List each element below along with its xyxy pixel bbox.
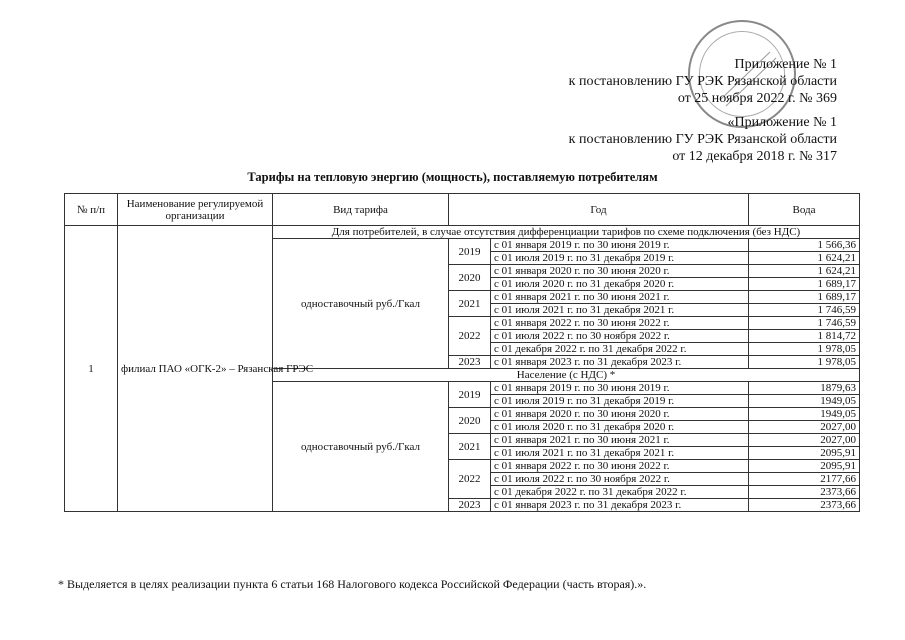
table-header-row bbox=[65, 194, 860, 226]
water-value: 1 689,17 bbox=[749, 291, 860, 304]
year-cell: 2022 bbox=[449, 460, 491, 499]
year-cell: 2021 bbox=[449, 291, 491, 317]
period-cell: с 01 января 2023 г. по 31 декабря 2023 г. bbox=[491, 356, 749, 369]
water-value: 1 746,59 bbox=[749, 304, 860, 317]
original-resolution-label: к постановлению ГУ РЭК Рязанской области bbox=[568, 132, 837, 147]
period-cell: с 01 января 2020 г. по 30 июня 2020 г. bbox=[491, 408, 749, 421]
section-title: Для потребителей, в случае отсутствия дифференциации тарифов по схеме подключения (без НДС) bbox=[273, 226, 860, 239]
period-cell: с 01 июля 2019 г. по 31 декабря 2019 г. bbox=[491, 252, 749, 265]
water-value: 2095,91 bbox=[749, 447, 860, 460]
row-number: 1 bbox=[65, 226, 118, 512]
water-value: 1 624,21 bbox=[749, 265, 860, 278]
period-cell: с 01 декабря 2022 г. по 31 декабря 2022 г. bbox=[491, 343, 749, 356]
period-cell: с 01 июля 2022 г. по 30 ноября 2022 г. bbox=[491, 330, 749, 343]
year-cell: 2019 bbox=[449, 382, 491, 408]
period-cell: с 01 января 2021 г. по 30 июня 2021 г. bbox=[491, 434, 749, 447]
column-header-water: Вода bbox=[749, 194, 860, 226]
year-cell: 2020 bbox=[449, 265, 491, 291]
column-header-tariff-type: Вид тарифа bbox=[273, 194, 449, 226]
water-value: 2095,91 bbox=[749, 460, 860, 473]
tariff-type: одноставочный руб./Гкал bbox=[273, 382, 449, 512]
water-value: 1 566,36 bbox=[749, 239, 860, 252]
water-value: 2373,66 bbox=[749, 486, 860, 499]
water-value: 1 689,17 bbox=[749, 278, 860, 291]
period-cell: с 01 июля 2020 г. по 31 декабря 2020 г. bbox=[491, 421, 749, 434]
period-cell: с 01 июля 2020 г. по 31 декабря 2020 г. bbox=[491, 278, 749, 291]
year-cell: 2022 bbox=[449, 317, 491, 356]
year-cell: 2019 bbox=[449, 239, 491, 265]
tariff-table bbox=[64, 193, 860, 512]
water-value: 2373,66 bbox=[749, 499, 860, 512]
original-appendix-label: «Приложение № 1 bbox=[727, 115, 837, 130]
year-cell: 2023 bbox=[449, 499, 491, 512]
section-title: Население (с НДС) * bbox=[273, 369, 860, 382]
year-cell: 2020 bbox=[449, 408, 491, 434]
water-value: 1 978,05 bbox=[749, 356, 860, 369]
period-cell: с 01 января 2023 г. по 31 декабря 2023 г. bbox=[491, 499, 749, 512]
period-cell: с 01 июля 2021 г. по 31 декабря 2021 г. bbox=[491, 304, 749, 317]
period-cell: с 01 июля 2022 г. по 30 ноября 2022 г. bbox=[491, 473, 749, 486]
water-value: 1 746,59 bbox=[749, 317, 860, 330]
original-appendix-header bbox=[569, 114, 837, 165]
tariff-type: одноставочный руб./Гкал bbox=[273, 239, 449, 369]
document-title: Тарифы на тепловую энергию (мощность), поставляемую потребителям bbox=[247, 170, 658, 184]
section-title-row bbox=[65, 226, 860, 239]
appendix-label: Приложение № 1 bbox=[734, 57, 837, 72]
water-value: 1879,63 bbox=[749, 382, 860, 395]
water-value: 1949,05 bbox=[749, 408, 860, 421]
appendix-header bbox=[569, 56, 837, 107]
column-header-num: № п/п bbox=[65, 194, 118, 226]
period-cell: с 01 января 2019 г. по 30 июня 2019 г. bbox=[491, 382, 749, 395]
water-value: 2177,66 bbox=[749, 473, 860, 486]
original-resolution-date: от 12 декабря 2018 г. № 317 bbox=[672, 149, 837, 164]
water-value: 2027,00 bbox=[749, 421, 860, 434]
year-cell: 2023 bbox=[449, 356, 491, 369]
water-value: 1 814,72 bbox=[749, 330, 860, 343]
resolution-label: к постановлению ГУ РЭК Рязанской области bbox=[568, 74, 837, 89]
period-cell: с 01 января 2019 г. по 30 июня 2019 г. bbox=[491, 239, 749, 252]
water-value: 1 624,21 bbox=[749, 252, 860, 265]
period-cell: с 01 января 2020 г. по 30 июня 2020 г. bbox=[491, 265, 749, 278]
period-cell: с 01 июля 2021 г. по 31 декабря 2021 г. bbox=[491, 447, 749, 460]
water-value: 1949,05 bbox=[749, 395, 860, 408]
period-cell: с 01 января 2022 г. по 30 июня 2022 г. bbox=[491, 460, 749, 473]
column-header-org: Наименование регулируемой организации bbox=[118, 194, 273, 226]
period-cell: с 01 января 2021 г. по 30 июня 2021 г. bbox=[491, 291, 749, 304]
organization-name: филиал ПАО «ОГК-2» – Рязанская ГРЭС bbox=[118, 226, 273, 512]
water-value: 1 978,05 bbox=[749, 343, 860, 356]
column-header-year: Год bbox=[449, 194, 749, 226]
footnote: * Выделяется в целях реализации пункта 6 статьи 168 Налогового кодекса Российской Федерации (часть вторая).». bbox=[58, 577, 647, 591]
period-cell: с 01 июля 2019 г. по 31 декабря 2019 г. bbox=[491, 395, 749, 408]
resolution-date: от 25 ноября 2022 г. № 369 bbox=[677, 91, 837, 106]
year-cell: 2021 bbox=[449, 434, 491, 460]
period-cell: с 01 декабря 2022 г. по 31 декабря 2022 г. bbox=[491, 486, 749, 499]
period-cell: с 01 января 2022 г. по 30 июня 2022 г. bbox=[491, 317, 749, 330]
water-value: 2027,00 bbox=[749, 434, 860, 447]
